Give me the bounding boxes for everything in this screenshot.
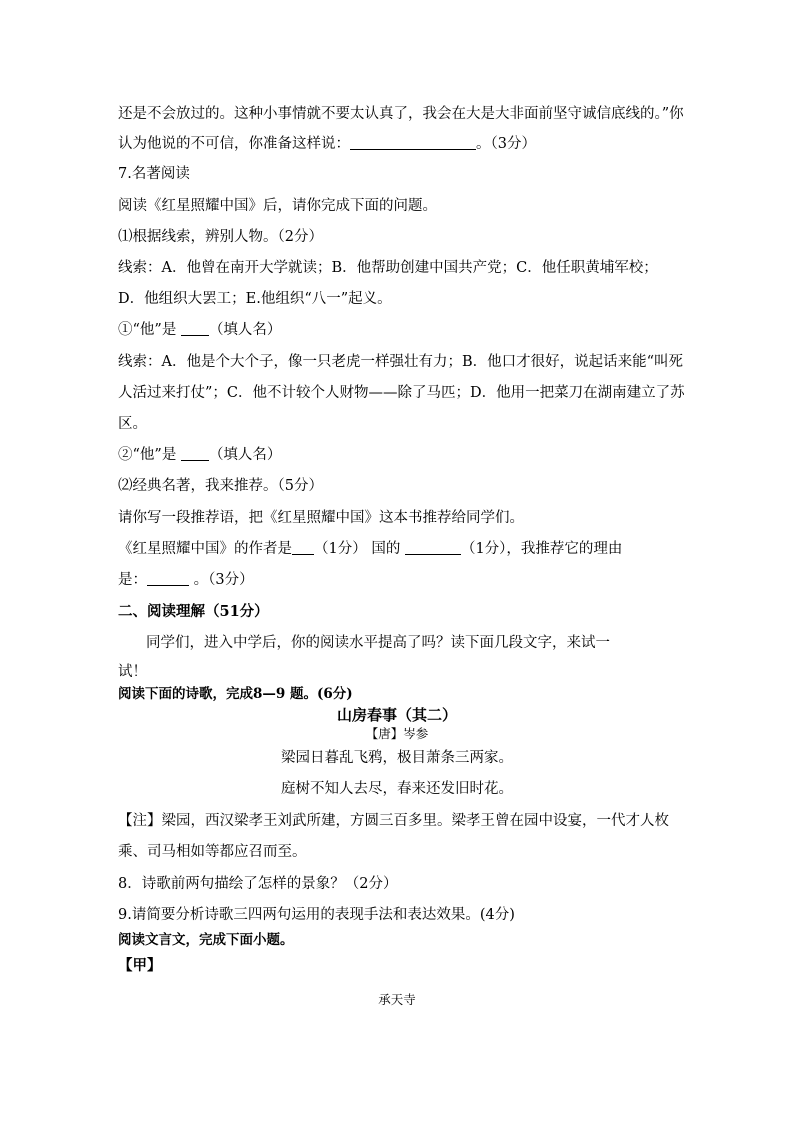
text-line (118, 445, 281, 465)
text-line (118, 320, 281, 340)
answer-blank[interactable] (147, 571, 189, 586)
text-line: 线索：A．他曾在南开大学就读；B．他帮助创建中国共产党；C．他任职黄埔军校； (118, 260, 658, 276)
poem-task: 阅读下面的诗歌，完成8—9 题。(6分) (118, 686, 353, 702)
text-segment: 是： (118, 572, 147, 588)
classical-task: 阅读文言文，完成下面小题。 (118, 932, 294, 948)
answer-blank[interactable] (181, 446, 209, 461)
text-segment: ②“他”是 (118, 447, 181, 463)
text-segment: （填人名） (208, 447, 282, 463)
text-line (118, 539, 622, 559)
answer-blank[interactable] (181, 321, 209, 336)
text-line: ⑴根据线索，辨别人物。（2分） (118, 229, 323, 245)
passage-title: 承天寺 (378, 992, 416, 1007)
text-segment: ①“他”是 (118, 322, 181, 338)
text-line: 还是不会放过的。这种小事情就不要太认真了，我会在大是大非面前坚守诚信底线的。”你 (118, 106, 684, 122)
text-line: 试！ (118, 664, 147, 680)
text-line (118, 570, 254, 590)
question-7-title: 7.名著阅读 (118, 166, 190, 182)
poem-line: 梁园日暮乱飞鸦，极目萧条三两家。 (281, 750, 513, 766)
text-line: 请你写一段推荐语，把《红星照耀中国》这本书推荐给同学们。 (118, 510, 524, 526)
text-segment: 。（3分） (189, 572, 254, 588)
text-line: D．他组织大罢工；E.他组织“八一”起义。 (118, 291, 392, 307)
poem-title: 山房春事（其二） (336, 706, 457, 724)
text-segment: （1分），我推荐它的理由 (460, 541, 623, 557)
text-segment: （1分） 国的 (314, 541, 405, 557)
text-segment: （填人名） (208, 322, 282, 338)
text-segment: 认为他说的不可信，你准备这样说： (118, 136, 350, 152)
text-line: ⑵经典名著，我来推荐。（5分） (118, 478, 323, 494)
note-line: 【注】梁园，西汉梁孝王刘武所建，方圆三百多里。梁孝王曾在园中设宴，一代才人枚 (118, 813, 669, 829)
text-line: 区。 (118, 416, 147, 432)
text-segment: 《红星照耀中国》的作者是 (118, 541, 292, 557)
text-line: 线索：A．他是个大个子，像一只老虎一样强壮有力；B．他口才很好，说起话来能“叫死 (118, 354, 684, 370)
answer-blank[interactable] (405, 540, 461, 555)
text-line (118, 134, 536, 154)
question-9: 9.请简要分析诗歌三四两句运用的表现手法和表达效果。(4分) (118, 907, 515, 923)
poem-line: 庭树不知人去尽，春来还发旧时花。 (281, 781, 513, 797)
poem-author: 【唐】岑参 (365, 726, 429, 741)
answer-blank[interactable] (350, 135, 476, 150)
passage-label: 【甲】 (118, 957, 162, 974)
text-segment: 。（3分） (476, 136, 536, 152)
section-heading: 二、阅读理解（51分） (118, 603, 269, 620)
question-8: 8．诗歌前两句描绘了怎样的景象？（2分） (118, 876, 398, 892)
note-line: 乘、司马相如等都应召而至。 (118, 844, 307, 860)
text-line: 阅读《红星照耀中国》后，请你完成下面的问题。 (118, 198, 437, 214)
text-line: 人活过来打仗”；C．他不计较个人财物——除了马匹；D．他用一把菜刀在湖南建立了苏 (118, 385, 685, 401)
text-line: 同学们，进入中学后，你的阅读水平提高了吗？读下面几段文字，来试一 (146, 635, 610, 651)
answer-blank[interactable] (292, 540, 314, 555)
